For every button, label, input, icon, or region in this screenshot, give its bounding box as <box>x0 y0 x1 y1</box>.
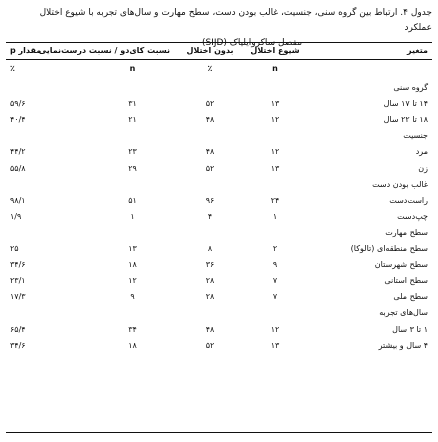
cell-chi: ۵۱ <box>128 195 137 205</box>
cell-injury: ۲ <box>272 244 278 253</box>
group-title: سطح مهارت <box>385 227 428 237</box>
cell-p-value: ۱۷/۳ <box>10 292 26 302</box>
cell-injury: ۱ <box>272 211 278 221</box>
cell-injury: ۷ <box>272 292 278 302</box>
header-no-injury: بدون اختلال <box>186 46 234 55</box>
table-bottom-rule <box>6 432 432 433</box>
row-label: سطح منطقه‌ای (تالوکا) <box>350 244 428 253</box>
cell-chi: ۲۳ <box>128 147 137 157</box>
cell-chi: ۲۹ <box>128 163 137 173</box>
cell-injury: ۱۳ <box>270 340 280 350</box>
header-injury: شیوع اختلال <box>250 46 300 55</box>
row-label: سطح ملی <box>393 292 428 302</box>
header-chi: نسبت کای‌دو / نسبت درست‌نمایی <box>38 46 170 55</box>
cell-injury: ۱۳ <box>270 163 280 173</box>
cell-no-injury: ۸ <box>207 244 213 253</box>
unit-injury: n <box>272 64 278 73</box>
row-label: ۴ سال و بیشتر <box>378 340 428 350</box>
unit-no-injury: ٪ <box>207 64 213 73</box>
cell-chi: ۱۸ <box>128 340 137 350</box>
header-p-value: مقدار p <box>10 46 42 55</box>
cell-p-value: ۳۴/۶ <box>10 260 26 270</box>
caption-line-1: جدول ۴. ارتباط بین گروه سنی، جنسیت، غالب بودن دست، سطح مهارت و سال‌های تجربه با شیوع اختلال عملکرد <box>39 8 432 33</box>
row-label: ۱۸ تا ۲۲ سال <box>383 115 428 125</box>
cell-no-injury: ۴۸ <box>205 115 215 125</box>
cell-no-injury: ۴۸ <box>205 324 215 334</box>
cell-injury: ۱۲ <box>270 147 280 157</box>
row-label: سطح استانی <box>384 276 428 286</box>
cell-p-value: ۱/۹ <box>10 211 22 221</box>
cell-chi: ۲۱ <box>128 115 137 125</box>
cell-no-injury: ۴۸ <box>205 147 215 157</box>
unit-p: ٪ <box>10 64 15 73</box>
cell-injury: ۲۴ <box>270 195 280 205</box>
cell-injury: ۷ <box>272 276 278 286</box>
group-title: سال‌های تجربه <box>379 308 428 318</box>
cell-injury: ۹ <box>272 260 278 270</box>
cell-no-injury: ۳۶ <box>205 260 215 270</box>
cell-chi: ۱ <box>130 211 135 221</box>
cell-no-injury: ۲۸ <box>205 292 215 302</box>
row-label: سطح شهرستان <box>374 260 428 270</box>
cell-p-value: ۵۹/۶ <box>10 99 26 109</box>
unit-chi: n <box>129 64 136 73</box>
cell-p-value: ۵۵/۸ <box>10 163 26 173</box>
caption-line-2: مفصل ساکروایلیاک (SIJD) <box>201 38 303 48</box>
cell-chi: ۳۱ <box>128 99 137 109</box>
row-label: راست‌دست <box>389 195 428 205</box>
header-variable: متغیر <box>407 46 428 55</box>
group-title: جنسیت <box>403 131 428 141</box>
cell-injury: ۱۲ <box>270 324 280 334</box>
cell-chi: ۳۴ <box>128 324 137 334</box>
cell-p-value: ۲۳/۱ <box>10 276 26 286</box>
cell-p-value: ۲۵ <box>10 244 19 253</box>
cell-p-value: ۹۸/۱ <box>10 195 26 205</box>
cell-p-value: ۴۰/۴ <box>10 115 26 125</box>
cell-no-injury: ۲۸ <box>205 276 215 286</box>
cell-no-injury: ۵۲ <box>205 340 215 350</box>
group-title: گروه سنی <box>393 83 428 92</box>
cell-p-value: ۳۴/۶ <box>10 340 26 350</box>
header-rule <box>6 59 432 60</box>
row-label: چپ‌دست <box>397 211 428 221</box>
cell-p-value: ۴۴/۲ <box>10 147 26 157</box>
cell-chi: ۱۳ <box>128 244 137 253</box>
cell-chi: ۱۲ <box>128 276 137 286</box>
row-label: ۱ تا ۳ سال <box>392 324 428 334</box>
cell-chi: ۱۸ <box>128 260 137 270</box>
cell-no-injury: ۹۶ <box>205 195 215 205</box>
cell-p-value: ۶۵/۴ <box>10 324 26 334</box>
row-label: ۱۴ تا ۱۷ سال <box>383 99 428 109</box>
cell-chi: ۹ <box>130 292 135 302</box>
cell-injury: ۱۲ <box>270 115 280 125</box>
cell-no-injury: ۴ <box>207 211 213 221</box>
row-label: مرد <box>415 147 428 157</box>
cell-no-injury: ۵۲ <box>205 163 215 173</box>
row-label: زن <box>418 163 428 173</box>
group-title: غالب بودن دست <box>372 179 428 189</box>
cell-no-injury: ۵۲ <box>205 99 215 109</box>
cell-injury: ۱۳ <box>270 99 280 109</box>
